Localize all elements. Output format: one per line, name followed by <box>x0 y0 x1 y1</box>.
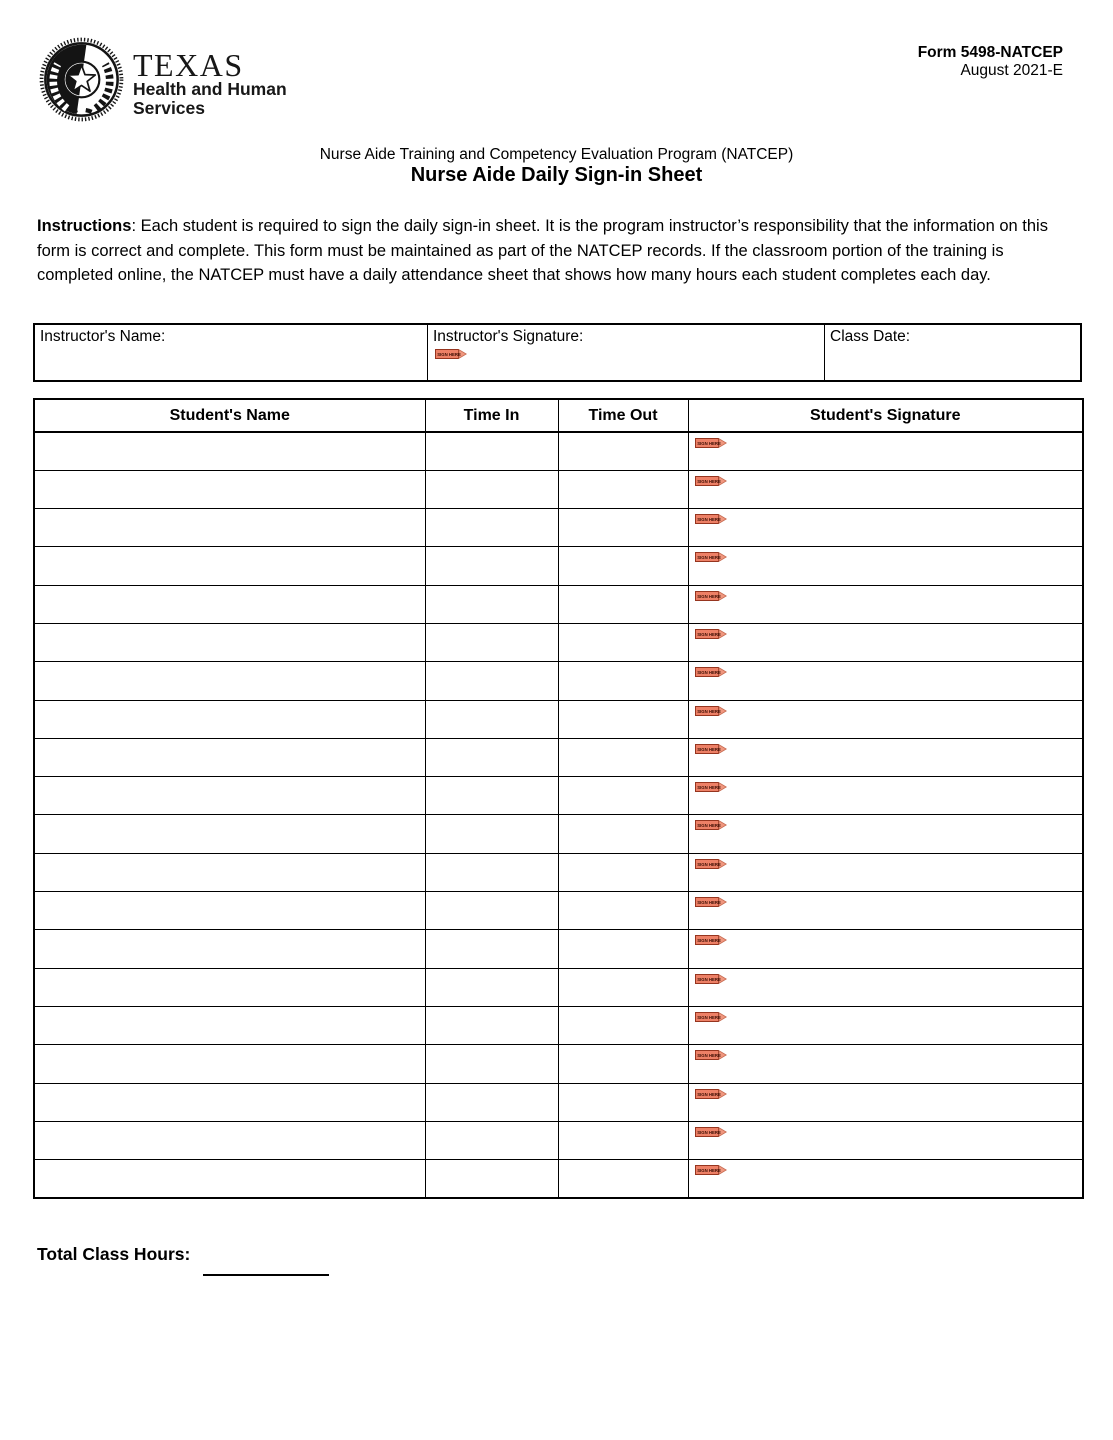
time-out-cell[interactable] <box>558 777 688 815</box>
student-signature-cell[interactable] <box>688 1006 1083 1044</box>
sign-here-tag[interactable] <box>695 591 727 601</box>
sign-here-tag-text: SIGN HERE <box>696 593 721 599</box>
table-row <box>34 930 1083 968</box>
sign-here-tag-text: SIGN HERE <box>696 708 721 714</box>
student-signature-cell[interactable] <box>688 470 1083 508</box>
total-class-hours-blank[interactable] <box>203 1274 329 1276</box>
sign-here-tag[interactable] <box>695 667 727 677</box>
sign-here-tag-text: SIGN HERE <box>696 1014 721 1020</box>
student-signature-cell[interactable] <box>688 547 1083 585</box>
time-out-cell[interactable] <box>558 1045 688 1083</box>
student-signature-cell[interactable] <box>688 1121 1083 1159</box>
header-time-in: Time In <box>425 399 558 432</box>
time-out-cell[interactable] <box>558 1006 688 1044</box>
instructions-paragraph <box>37 214 1082 288</box>
time-in-cell[interactable] <box>425 623 558 661</box>
sign-here-tag[interactable] <box>435 349 467 359</box>
time-out-cell[interactable] <box>558 1083 688 1121</box>
student-name-cell[interactable] <box>34 1083 425 1121</box>
sign-here-tag[interactable] <box>695 629 727 639</box>
header-students-name: Student's Name <box>34 399 425 432</box>
sign-here-tag[interactable] <box>695 1165 727 1175</box>
table-row <box>34 547 1083 585</box>
time-out-cell[interactable] <box>558 738 688 776</box>
sign-here-tag[interactable] <box>695 552 727 562</box>
table-row <box>34 815 1083 853</box>
student-name-cell[interactable] <box>34 738 425 776</box>
student-signature-cell[interactable] <box>688 1083 1083 1121</box>
sign-here-tag[interactable] <box>695 859 727 869</box>
table-row <box>34 585 1083 623</box>
class-date-cell[interactable] <box>824 325 1080 380</box>
student-signature-cell[interactable] <box>688 777 1083 815</box>
instructor-info-table <box>33 323 1082 382</box>
sign-here-tag[interactable] <box>695 476 727 486</box>
student-name-cell[interactable] <box>34 623 425 661</box>
student-signature-cell[interactable] <box>688 585 1083 623</box>
table-row <box>34 892 1083 930</box>
time-in-cell[interactable] <box>425 509 558 547</box>
sign-here-tag[interactable] <box>695 706 727 716</box>
sign-here-tag-text: SIGN HERE <box>696 976 721 982</box>
table-row <box>34 623 1083 661</box>
time-out-cell[interactable] <box>558 1121 688 1159</box>
sign-here-tag[interactable] <box>695 744 727 754</box>
sign-here-tag[interactable] <box>695 820 727 830</box>
student-name-cell[interactable] <box>34 777 425 815</box>
student-signature-cell[interactable] <box>688 662 1083 700</box>
student-signature-cell[interactable] <box>688 700 1083 738</box>
program-name: Nurse Aide Training and Competency Evaluation Program (NATCEP) <box>319 146 794 163</box>
time-in-cell[interactable] <box>425 892 558 930</box>
student-name-cell[interactable] <box>34 662 425 700</box>
time-out-cell[interactable] <box>558 585 688 623</box>
sign-here-tag-text: SIGN HERE <box>696 1129 721 1135</box>
sign-here-tag[interactable] <box>695 438 727 448</box>
student-name-cell[interactable] <box>34 585 425 623</box>
sign-here-tag[interactable] <box>695 1050 727 1060</box>
instructions-text: : Each student is required to sign the daily sign-in sheet. It is the program instructor’s responsibility that the information on this form is correct and complete. This form must be maintained as part of the NATCEP records. If the classroom portion of the training is completed online, the NATCEP must have a daily attendance sheet that shows how many hours each student completes each day. <box>37 217 1048 284</box>
sign-here-tag[interactable] <box>695 514 727 524</box>
table-row <box>34 1121 1083 1159</box>
student-signature-cell[interactable] <box>688 432 1083 470</box>
sign-here-tag-text: SIGN HERE <box>696 631 721 637</box>
table-row <box>34 853 1083 891</box>
time-in-cell[interactable] <box>425 968 558 1006</box>
sign-here-tag-text: SIGN HERE <box>696 1053 721 1059</box>
time-out-cell[interactable] <box>558 509 688 547</box>
time-in-cell[interactable] <box>425 700 558 738</box>
agency-brand <box>39 37 287 122</box>
agency-dept-line1: Health and Human <box>133 79 287 99</box>
student-signature-cell[interactable] <box>688 930 1083 968</box>
sign-here-tag[interactable] <box>695 897 727 907</box>
time-out-cell[interactable] <box>558 547 688 585</box>
student-name-cell[interactable] <box>34 930 425 968</box>
table-row <box>34 1006 1083 1044</box>
time-in-cell[interactable] <box>425 432 558 470</box>
attendance-header-row <box>34 399 1083 432</box>
time-out-cell[interactable] <box>558 892 688 930</box>
instructor-signature-label: Instructor's Signature: <box>433 328 584 345</box>
form-edition: August 2021-E <box>960 62 1063 79</box>
time-in-cell[interactable] <box>425 547 558 585</box>
student-name-cell[interactable] <box>34 853 425 891</box>
time-out-cell[interactable] <box>558 662 688 700</box>
time-out-cell[interactable] <box>558 968 688 1006</box>
texas-hhs-seal-icon <box>39 37 124 122</box>
table-row <box>34 1045 1083 1083</box>
table-row <box>34 432 1083 470</box>
student-signature-cell[interactable] <box>688 738 1083 776</box>
table-row <box>34 1160 1083 1198</box>
sign-here-tag-text: SIGN HERE <box>696 785 721 791</box>
instructor-name-label: Instructor's Name: <box>40 328 166 345</box>
student-name-cell[interactable] <box>34 1045 425 1083</box>
sign-here-tag-text: SIGN HERE <box>696 938 721 944</box>
time-out-cell[interactable] <box>558 930 688 968</box>
student-name-cell[interactable] <box>34 1160 425 1198</box>
time-in-cell[interactable] <box>425 815 558 853</box>
time-out-cell[interactable] <box>558 623 688 661</box>
sign-here-tag[interactable] <box>695 1089 727 1099</box>
header-students-signature: Student's Signature <box>688 399 1083 432</box>
time-out-cell[interactable] <box>558 815 688 853</box>
class-date-label: Class Date: <box>830 328 911 345</box>
time-out-cell[interactable] <box>558 1160 688 1198</box>
student-signature-cell[interactable] <box>688 853 1083 891</box>
student-signature-cell[interactable] <box>688 509 1083 547</box>
student-name-cell[interactable] <box>34 892 425 930</box>
sign-here-tag-text: SIGN HERE <box>696 516 721 522</box>
time-in-cell[interactable] <box>425 738 558 776</box>
table-row <box>34 700 1083 738</box>
agency-name-block <box>133 37 287 122</box>
time-in-cell[interactable] <box>425 1006 558 1044</box>
header-time-out: Time Out <box>558 399 688 432</box>
student-signature-cell[interactable] <box>688 968 1083 1006</box>
agency-dept-line2: Services <box>133 97 206 118</box>
sign-here-tag-text: SIGN HERE <box>696 1091 721 1097</box>
page-title: Nurse Aide Daily Sign-in Sheet <box>410 164 703 186</box>
student-name-cell[interactable] <box>34 700 425 738</box>
time-out-cell[interactable] <box>558 700 688 738</box>
total-class-hours-label: Total Class Hours: <box>37 1244 191 1264</box>
attendance-table-body <box>34 432 1083 1198</box>
sign-here-tag-text: SIGN HERE <box>696 823 721 829</box>
sign-here-tag[interactable] <box>695 1127 727 1137</box>
table-row <box>34 662 1083 700</box>
time-in-cell[interactable] <box>425 662 558 700</box>
table-row <box>34 777 1083 815</box>
student-name-cell[interactable] <box>34 509 425 547</box>
form-meta <box>918 44 1063 80</box>
student-signature-cell[interactable] <box>688 892 1083 930</box>
sign-here-tag[interactable] <box>695 974 727 984</box>
table-row <box>34 968 1083 1006</box>
sign-here-tag-text: SIGN HERE <box>696 478 721 484</box>
time-in-cell[interactable] <box>425 1083 558 1121</box>
time-in-cell[interactable] <box>425 1121 558 1159</box>
student-name-cell[interactable] <box>34 815 425 853</box>
sign-here-tag-text: SIGN HERE <box>696 670 721 676</box>
student-name-cell[interactable] <box>34 432 425 470</box>
time-out-cell[interactable] <box>558 853 688 891</box>
student-signature-cell[interactable] <box>688 815 1083 853</box>
table-row <box>34 738 1083 776</box>
student-signature-cell[interactable] <box>688 623 1083 661</box>
instructor-signature-cell[interactable] <box>427 325 824 380</box>
time-in-cell[interactable] <box>425 853 558 891</box>
student-name-cell[interactable] <box>34 470 425 508</box>
instructions-label: Instructions <box>37 217 132 235</box>
sign-here-tag-text: SIGN HERE <box>696 899 721 905</box>
time-out-cell[interactable] <box>558 470 688 508</box>
student-name-cell[interactable] <box>34 547 425 585</box>
student-signature-cell[interactable] <box>688 1160 1083 1198</box>
table-row <box>34 1083 1083 1121</box>
time-in-cell[interactable] <box>425 470 558 508</box>
agency-name: TEXAS <box>133 47 244 83</box>
student-name-cell[interactable] <box>34 968 425 1006</box>
sign-here-tag-text: SIGN HERE <box>696 555 721 561</box>
time-in-cell[interactable] <box>425 777 558 815</box>
time-in-cell[interactable] <box>425 585 558 623</box>
student-signature-cell[interactable] <box>688 1045 1083 1083</box>
student-name-cell[interactable] <box>34 1121 425 1159</box>
time-in-cell[interactable] <box>425 1045 558 1083</box>
instructor-name-cell[interactable] <box>35 325 427 380</box>
student-name-cell[interactable] <box>34 1006 425 1044</box>
sign-here-tag-text: SIGN HERE <box>696 1168 721 1174</box>
time-in-cell[interactable] <box>425 930 558 968</box>
sign-here-tag[interactable] <box>695 935 727 945</box>
sign-here-tag-text: SIGN HERE <box>696 861 721 867</box>
attendance-table <box>33 398 1084 1199</box>
sign-here-tag-text: SIGN HERE <box>696 746 721 752</box>
time-out-cell[interactable] <box>558 432 688 470</box>
table-row <box>34 509 1083 547</box>
time-in-cell[interactable] <box>425 1160 558 1198</box>
sign-here-tag-text: SIGN HERE <box>437 351 461 357</box>
form-number: Form 5498-NATCEP <box>917 44 1063 61</box>
sign-here-tag[interactable] <box>695 1012 727 1022</box>
sign-here-tag-text: SIGN HERE <box>696 440 721 446</box>
table-row <box>34 470 1083 508</box>
sign-here-tag[interactable] <box>695 782 727 792</box>
